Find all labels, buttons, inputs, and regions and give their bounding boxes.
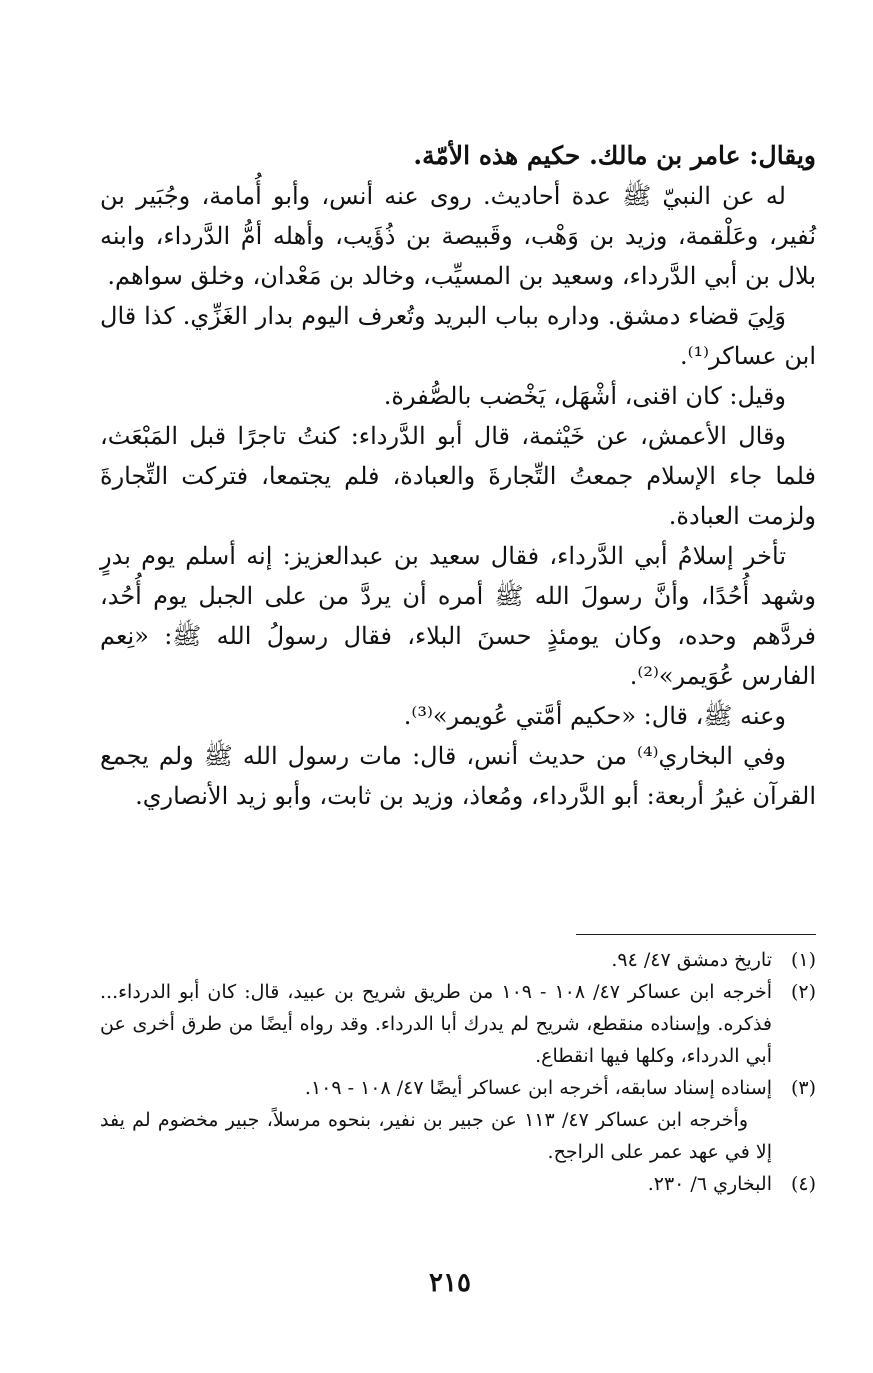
footnote-1 bbox=[100, 944, 816, 976]
footnotes bbox=[100, 944, 816, 1200]
paragraph: وقيل: كان اقنى، أشْهَل، يَخْضب بالصُّفرة. bbox=[383, 382, 786, 410]
footnote-text: البخاري ٦/ ٢٣٠. bbox=[647, 1173, 772, 1195]
footnote-3-continuation: وأخرجه ابن عساكر ٤٧/ ١١٣ عن جبير بن نفير، بنحوه مرسلاً، جبير مخضوم لم يفد إلا في عهد عمر على الراجح. bbox=[100, 1109, 772, 1163]
footnote-text: تاريخ دمشق ٤٧/ ٩٤. bbox=[611, 949, 772, 971]
paragraph: وقال الأعمش، عن خَيْثمة، قال أبو الدَّرداء: كنتُ تاجرًا قبل المَبْعَث، فلما جاء الإسلام جمعتُ التِّجارةَ والعبادة، فلم يجتمعا، فتركت التِّجارةَ ولزمت العبادة. bbox=[100, 422, 816, 530]
footnote-divider bbox=[576, 934, 816, 935]
footnote-text: أخرجه ابن عساكر ٤٧/ ١٠٨ - ١٠٩ من طريق شريح بن عبيد، قال: كان أبو الدرداء... فذكره. وإسناده منقطع، شريح لم يدرك أبا الدرداء. وقد رواه أيضًا من طرق أخرى عن أبي الدرداء، وكلها فيها انقطاع. bbox=[100, 981, 773, 1067]
paragraph: وَلِيَ قضاء دمشق. وداره بباب البريد وتُعرف اليوم بدار الغَزِّي. كذا قال ابن عساكر⁽¹⁾. bbox=[100, 302, 816, 370]
paragraph: وفي البخاري⁽⁴⁾ من حديث أنس، قال: مات رسول الله ﷺ ولم يجمع القرآن غيرُ أربعة: أبو الدَّرداء، ومُعاذ، وزيد بن ثابت، وأبو زيد الأنصاري. bbox=[100, 742, 816, 810]
footnote-number: (١) bbox=[790, 949, 816, 971]
paragraph: له عن النبيّ ﷺ عدة أحاديث. روى عنه أنس، وأبو أُمامة، وجُبَير بن نُفير، وعَلْقمة، وزيد بن وَهْب، وقَبيصة بن ذُؤَيب، وأهله أمُّ الدَّرداء، وابنه بلال بن أبي الدَّرداء، وسعيد بن المسيِّب، وخالد بن مَعْدان، وخلق سواهم. bbox=[100, 182, 816, 290]
footnote-text: إسناده إسناد سابقه، أخرجه ابن عساكر أيضًا ٤٧/ ١٠٨ - ١٠٩. bbox=[304, 1077, 772, 1099]
footnote-2 bbox=[100, 976, 816, 1072]
paragraph: تأخر إسلامُ أبي الدَّرداء، فقال سعيد بن عبدالعزيز: إنه أسلم يوم بدرٍ وشهد أُحُدًا، وأنَّ رسولَ الله ﷺ أمره أن يردَّ من على الجبل يوم أُحُد، فردَّهم وحده، وكان يومئذٍ حسنَ البلاء، فقال رسولُ الله ﷺ: «نِعم الفارس عُوَيمر»⁽²⁾. bbox=[100, 542, 816, 690]
footnote-number: (٢) bbox=[790, 981, 816, 1003]
footnote-3 bbox=[100, 1072, 816, 1104]
paragraph: وعنه ﷺ، قال: «حكيم أمَّتي عُويمر»⁽³⁾. bbox=[403, 702, 786, 730]
page-number: ٢١٥ bbox=[429, 1268, 471, 1298]
entry-heading: ويقال: عامر بن مالك. حكيم هذه الأمّة. bbox=[413, 141, 816, 170]
footnote-number: (٣) bbox=[790, 1077, 816, 1099]
main-text bbox=[100, 136, 816, 816]
footnote-4 bbox=[100, 1168, 816, 1200]
footnote-number: (٤) bbox=[790, 1173, 816, 1195]
